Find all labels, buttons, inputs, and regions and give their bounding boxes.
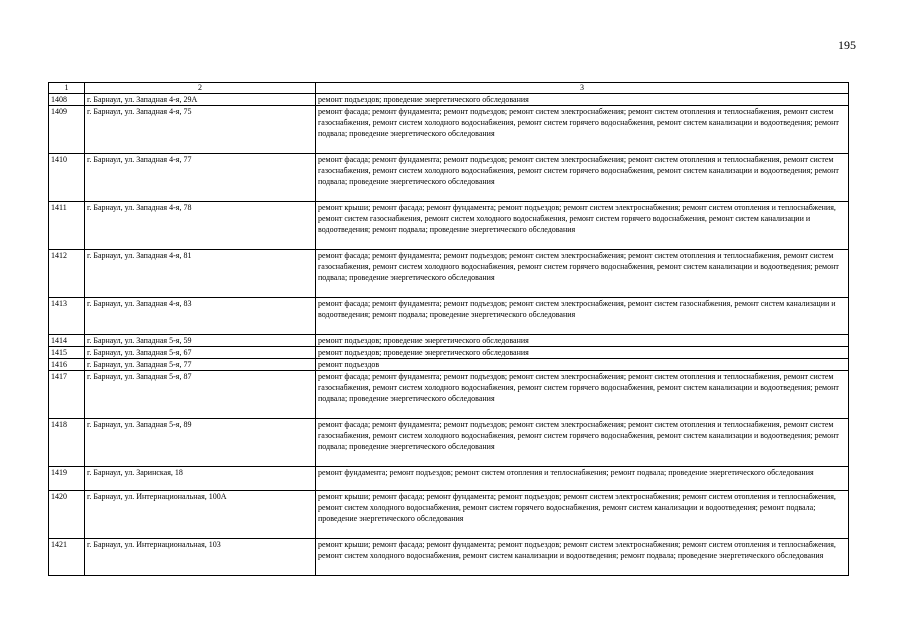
row-works: ремонт фасада; ремонт фундамента; ремонт подъездов; ремонт систем электроснабжения; ремонт систем отопления и теплоснабжения, ремонт систем газоснабжения, ремонт систем холодного водоснабжения, ремонт систем горячего водоснабжения, ремонт систем канализации и водоотведения; ремонт подвала; проведение энергетического обследования [316,371,849,419]
row-number: 1420 [49,491,85,539]
row-works: ремонт подъездов; проведение энергетического обследования [316,347,849,359]
table-row [49,94,849,106]
column-header-works: 3 [316,83,849,94]
column-header-number: 1 [49,83,85,94]
row-number: 1408 [49,94,85,106]
table-row [49,467,849,491]
works-table [48,82,849,576]
row-address: г. Барнаул, ул. Западная 4-я, 29А [85,94,316,106]
row-number: 1413 [49,298,85,335]
row-address: г. Барнаул, ул. Западная 4-я, 81 [85,250,316,298]
table-row [49,419,849,467]
row-works: ремонт фасада; ремонт фундамента; ремонт подъездов; ремонт систем электроснабжения; ремонт систем отопления и теплоснабжения, ремонт систем газоснабжения, ремонт систем холодного водоснабжения, ремонт систем горячего водоснабжения, ремонт систем канализации и водоотведения; ремонт подвала; проведение энергетического обследования [316,106,849,154]
row-works: ремонт фундамента; ремонт подъездов; ремонт систем отопления и теплоснабжения; ремонт подвала; проведение энергетического обследования [316,467,849,491]
row-works: ремонт фасада; ремонт фундамента; ремонт подъездов; ремонт систем электроснабжения; ремонт систем отопления и теплоснабжения, ремонт систем газоснабжения, ремонт систем холодного водоснабжения, ремонт систем горячего водоснабжения, ремонт систем канализации и водоотведения; ремонт подвала; проведение энергетического обследования [316,419,849,467]
row-number: 1412 [49,250,85,298]
row-works: ремонт подъездов; проведение энергетического обследования [316,94,849,106]
row-number: 1409 [49,106,85,154]
table-row [49,298,849,335]
table-row [49,202,849,250]
page-number: 195 [838,38,856,52]
table-row [49,106,849,154]
row-works: ремонт фасада; ремонт фундамента; ремонт подъездов; ремонт систем электроснабжения, ремонт систем газоснабжения, ремонт систем канализации и водоотведения; ремонт подвала; проведение энергетического обследования [316,298,849,335]
table-row [49,539,849,576]
row-address: г. Барнаул, ул. Западная 5-я, 77 [85,359,316,371]
row-works: ремонт крыши; ремонт фасада; ремонт фундамента; ремонт подъездов; ремонт систем электроснабжения; ремонт систем отопления и теплоснабжения, ремонт систем холодного водоснабжения, ремонт систем канализации и водоотведения; ремонт подвала; проведение энергетического обследования [316,539,849,576]
row-address: г. Барнаул, ул. Западная 5-я, 59 [85,335,316,347]
row-address: г. Барнаул, ул. Заринская, 18 [85,467,316,491]
table-row [49,335,849,347]
row-number: 1415 [49,347,85,359]
row-address: г. Барнаул, ул. Западная 5-я, 67 [85,347,316,359]
row-works: ремонт крыши; ремонт фасада; ремонт фундамента; ремонт подъездов; ремонт систем электроснабжения; ремонт систем отопления и теплоснабжения, ремонт систем холодного водоснабжения, ремонт систем горячего водоснабжения, ремонт систем канализации и водоотведения; ремонт подвала; проведение энергетического обследования [316,491,849,539]
table-row [49,250,849,298]
row-works: ремонт подъездов [316,359,849,371]
row-works: ремонт крыши; ремонт фасада; ремонт фундамента; ремонт подъездов; ремонт систем электроснабжения; ремонт систем отопления и теплоснабжения, ремонт систем газоснабжения, ремонт систем холодного водоснабжения, ремонт систем горячего водоснабжения, ремонт систем канализации и водоотведения; ремонт подвала; проведение энергетического обследования [316,202,849,250]
row-number: 1414 [49,335,85,347]
table-header-row [49,83,849,94]
row-address: г. Барнаул, ул. Западная 4-я, 75 [85,106,316,154]
row-number: 1417 [49,371,85,419]
row-address: г. Барнаул, ул. Западная 4-я, 83 [85,298,316,335]
row-address: г. Барнаул, ул. Западная 5-я, 87 [85,371,316,419]
row-number: 1418 [49,419,85,467]
row-works: ремонт фасада; ремонт фундамента; ремонт подъездов; ремонт систем электроснабжения; ремонт систем отопления и теплоснабжения, ремонт систем газоснабжения, ремонт систем холодного водоснабжения, ремонт систем горячего водоснабжения, ремонт систем канализации и водоотведения; ремонт подвала; проведение энергетического обследования [316,250,849,298]
row-number: 1421 [49,539,85,576]
row-address: г. Барнаул, ул. Интернациональная, 103 [85,539,316,576]
table-row [49,347,849,359]
row-address: г. Барнаул, ул. Западная 5-я, 89 [85,419,316,467]
row-address: г. Барнаул, ул. Западная 4-я, 78 [85,202,316,250]
column-header-address: 2 [85,83,316,94]
table-row [49,154,849,202]
table-row [49,491,849,539]
row-number: 1411 [49,202,85,250]
row-address: г. Барнаул, ул. Интернациональная, 100А [85,491,316,539]
table-row [49,359,849,371]
table-row [49,371,849,419]
row-works: ремонт подъездов; проведение энергетического обследования [316,335,849,347]
row-works: ремонт фасада; ремонт фундамента; ремонт подъездов; ремонт систем электроснабжения; ремонт систем отопления и теплоснабжения, ремонт систем газоснабжения, ремонт систем холодного водоснабжения, ремонт систем горячего водоснабжения, ремонт систем канализации и водоотведения; ремонт подвала; проведение энергетического обследования [316,154,849,202]
row-number: 1416 [49,359,85,371]
row-number: 1419 [49,467,85,491]
row-number: 1410 [49,154,85,202]
row-address: г. Барнаул, ул. Западная 4-я, 77 [85,154,316,202]
